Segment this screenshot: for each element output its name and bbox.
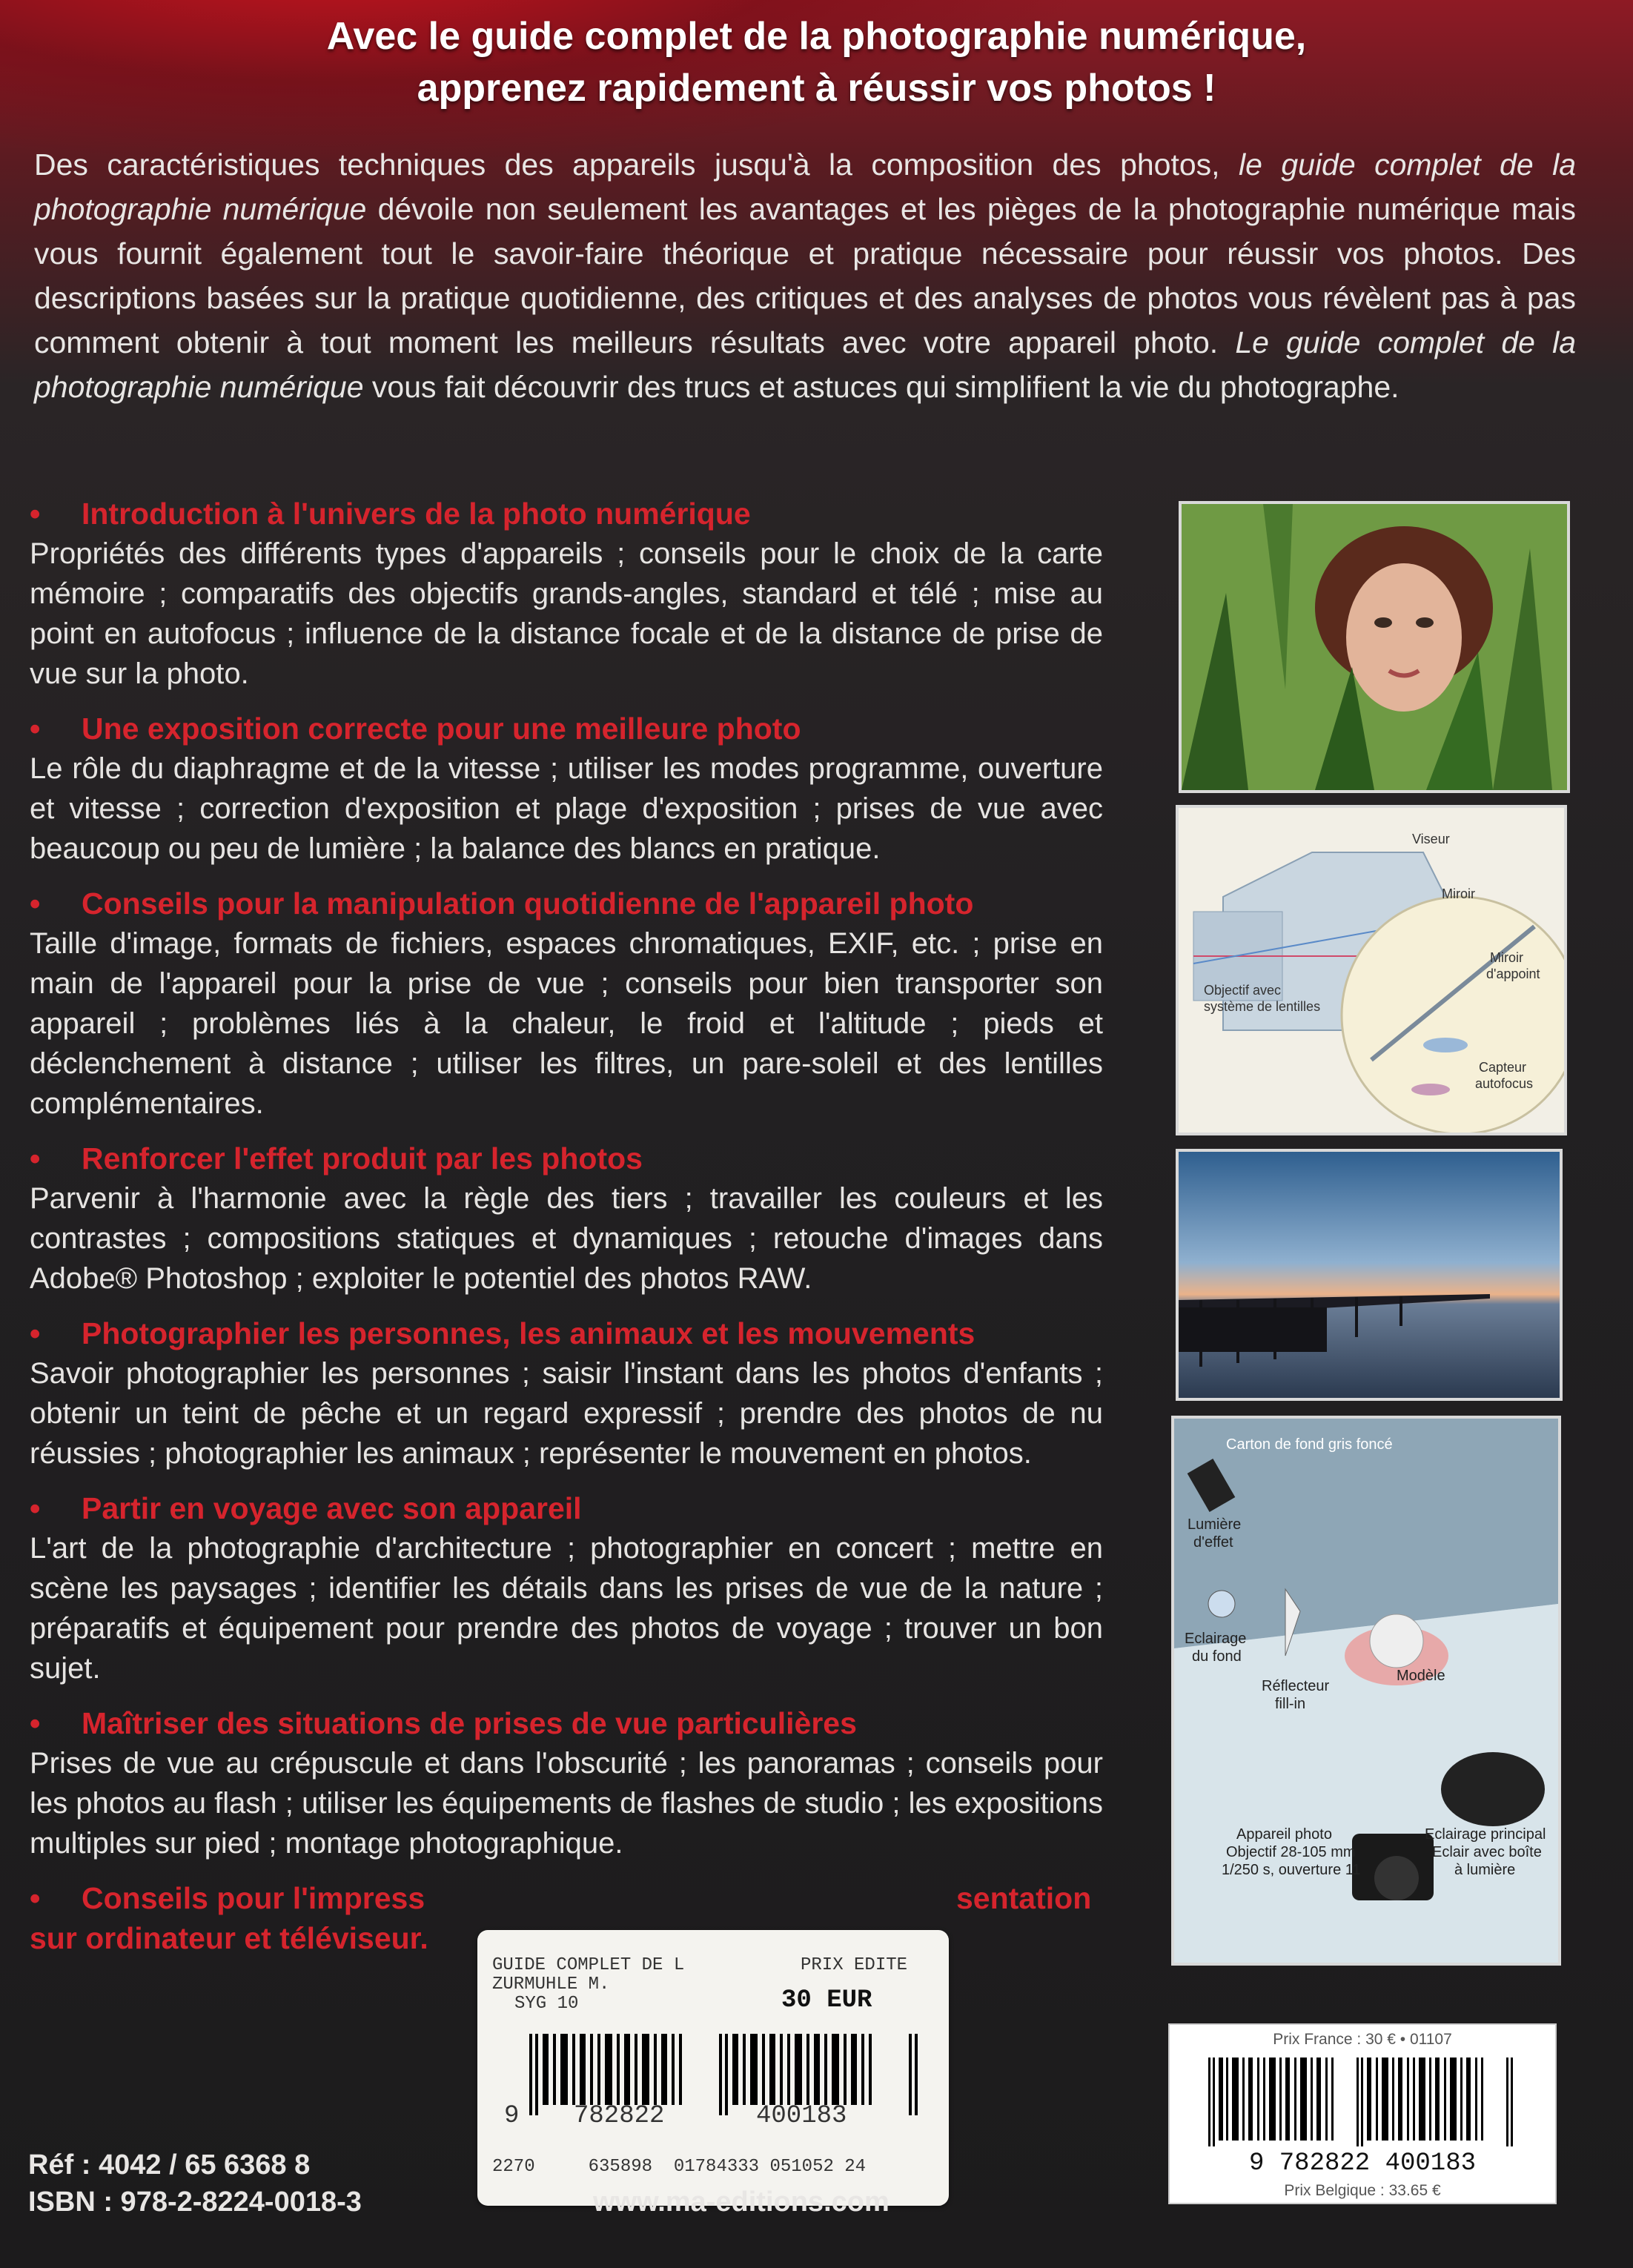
label-lumiere-1: Lumière bbox=[1188, 1516, 1242, 1533]
publisher-website: www.ma-editions.com bbox=[593, 2186, 890, 2218]
headline bbox=[0, 10, 1633, 114]
bullet-icon: • bbox=[30, 497, 41, 531]
section-personnes bbox=[30, 1313, 1103, 1473]
intro-text-3: vous fait découvrir des trucs et astuces qui simplifient la vie du photographe. bbox=[363, 370, 1400, 404]
label-appareil-3: 1/250 s, ouverture 11 bbox=[1222, 1862, 1361, 1878]
section-title: • Partir en voyage avec son appareil bbox=[30, 1488, 1103, 1528]
section-manipulation bbox=[30, 883, 1103, 1124]
portrait-photo bbox=[1179, 501, 1570, 793]
section-title: • Introduction à l'univers de la photo numérique bbox=[30, 494, 1103, 534]
label-miroir-appoint-2: d'appoint bbox=[1486, 966, 1540, 981]
label-objectif-1: Objectif avec bbox=[1204, 983, 1282, 998]
label-capteur-1: Capteur bbox=[1479, 1060, 1527, 1075]
bullet-icon: • bbox=[30, 1316, 41, 1350]
headline-line-1: Avec le guide complet de la photographie numérique, bbox=[326, 15, 1307, 58]
section-title: • Photographier les personnes, les animaux et les mouvements bbox=[30, 1313, 1103, 1353]
label-capteur-2: autofocus bbox=[1475, 1076, 1534, 1091]
section-body: Savoir photographier les personnes ; saisir l'instant dans les photos d'enfants ; obtenir un teint de pêche et un regard expressif ; prendre des photos de nu réussies ; photographier les animaux ; représenter le mouvement en photos. bbox=[30, 1357, 1103, 1470]
bullet-icon: • bbox=[30, 1881, 41, 1915]
intro-text-1: Des caractéristiques techniques des appareils jusqu'à la composition des photos, bbox=[34, 147, 1239, 182]
sticker-bottom-code: 2270 635898 01784333 051052 24 bbox=[492, 2157, 867, 2177]
label-eclairage-principal-2: Eclair avec boîte bbox=[1432, 1844, 1542, 1860]
label-reflecteur-1: Réflecteur bbox=[1262, 1678, 1330, 1694]
label-viseur: Viseur bbox=[1412, 832, 1450, 846]
intro-italic-1: le guide complet de la photographie numérique bbox=[34, 147, 1576, 226]
section-body: Propriétés des différents types d'appareils ; conseils pour le choix de la carte mémoire ; comparatifs des objectifs grands-angles, standard et télé ; mise au point en autofocus ; influence de la distance focale et de la distance de prise de vue sur la photo. bbox=[30, 537, 1103, 690]
prix-belgique: Prix Belgique : 33.65 € bbox=[1284, 2182, 1441, 2199]
section-title: • Conseils pour la manipulation quotidienne de l'appareil photo bbox=[30, 883, 1103, 924]
section-title: • Une exposition correcte pour une meilleure photo bbox=[30, 709, 1103, 749]
contents-sections bbox=[30, 494, 1103, 1958]
reference-number: Réf : 4042 / 65 6368 8 bbox=[28, 2149, 311, 2181]
section-title-end: sentation bbox=[956, 1881, 1092, 1915]
sticker-bar-prefix: 9 bbox=[504, 2102, 520, 2130]
section-body: Parvenir à l'harmonie avec la règle des tiers ; travailler les couleurs et les contrastes ; compositions statiques et dynamiques ; retouche d'images dans Adobe® Photoshop ; exploiter le potentiel des photos RAW. bbox=[30, 1182, 1103, 1295]
label-miroir-appoint-1: Miroir bbox=[1490, 950, 1523, 965]
sticker-bar-group-1: 782822 bbox=[574, 2102, 665, 2130]
intro-italic-2: Le guide complet de la photographie numérique bbox=[34, 325, 1577, 404]
section-body: Prises de vue au crépuscule et dans l'obscurité ; les panoramas ; conseils pour les photos au flash ; utiliser les équipements de flashes de studio ; les expositions multiples sur pied ; montage photographique. bbox=[30, 1747, 1103, 1860]
sticker-prix-label: PRIX EDITE bbox=[801, 1955, 908, 1975]
prix-france: Prix France : 30 € • 01107 bbox=[1273, 2031, 1452, 2048]
intro-paragraph bbox=[34, 142, 1576, 409]
bullet-icon: • bbox=[30, 712, 41, 746]
retail-price-sticker bbox=[477, 1930, 949, 2206]
section-title: • Maîtriser des situations de prises de vue particulières bbox=[30, 1703, 1103, 1743]
camera-diagram bbox=[1176, 805, 1567, 1135]
sticker-code: SYG 10 bbox=[514, 1994, 579, 2014]
bullet-icon: • bbox=[30, 1141, 41, 1176]
label-appareil-2: Objectif 28-105 mm bbox=[1226, 1844, 1356, 1860]
label-objectif-2: système de lentilles bbox=[1204, 999, 1321, 1014]
sticker-author: ZURMUHLE M. bbox=[492, 1974, 610, 1995]
section-effet bbox=[30, 1138, 1103, 1299]
sticker-title: GUIDE COMPLET DE L bbox=[492, 1955, 685, 1975]
label-eclairage-fond-2: du fond bbox=[1192, 1648, 1242, 1665]
bullet-icon: • bbox=[30, 1706, 41, 1740]
label-eclairage-principal-3: à lumière bbox=[1454, 1862, 1516, 1878]
bullet-icon: • bbox=[30, 886, 41, 921]
barcode-graphic bbox=[1208, 2058, 1520, 2146]
portrait-image bbox=[1182, 504, 1567, 790]
isbn-number: ISBN : 978-2-8224-0018-3 bbox=[28, 2186, 362, 2218]
section-title-line-2: sur ordinateur et téléviseur. bbox=[30, 1921, 428, 1955]
label-carton: Carton de fond gris foncé bbox=[1226, 1436, 1393, 1453]
section-body: L'art de la photographie d'architecture ; photographier en concert ; mettre en scène les paysages ; identifier les détails dans les prises de vue de la nature ; préparatifs et équipement pour prendre des photos de voyage ; trouver un bon sujet. bbox=[30, 1532, 1103, 1685]
intro-text-2: dévoile non seulement les avantages et les pièges de la photographie numérique mais vous fournit également tout le savoir-faire théorique et pratique nécessaire pour réussir vos photos. Des descriptions basées sur la pratique quotidienne, des critiques et des analyses de photos vous révèlent pas à pas comment obtenir à tout moment les meilleurs résultats avec votre appareil photo. bbox=[34, 192, 1576, 359]
label-modele: Modèle bbox=[1397, 1668, 1445, 1684]
section-title: • Renforcer l'effet produit par les photos bbox=[30, 1138, 1103, 1178]
studio-diagram-graphic bbox=[1174, 1419, 1558, 1963]
sticker-price: 30 EUR bbox=[781, 1986, 872, 2015]
label-miroir: Miroir bbox=[1442, 886, 1475, 901]
price-barcode-box bbox=[1168, 2023, 1557, 2204]
pier-sunset-image bbox=[1179, 1152, 1560, 1398]
label-lumiere-2: d'effet bbox=[1193, 1534, 1233, 1551]
label-eclairage-fond-1: Eclairage bbox=[1185, 1631, 1247, 1647]
pier-sunset-photo bbox=[1176, 1149, 1563, 1401]
bullet-icon: • bbox=[30, 1491, 41, 1525]
headline-line-2: apprenez rapidement à réussir vos photos ! bbox=[417, 67, 1216, 110]
section-introduction bbox=[30, 494, 1103, 694]
sticker-bar-group-2: 400183 bbox=[756, 2102, 847, 2130]
section-exposition bbox=[30, 709, 1103, 869]
studio-lighting-diagram bbox=[1171, 1416, 1561, 1966]
label-eclairage-principal-1: Eclairage principal bbox=[1425, 1826, 1546, 1843]
label-reflecteur-2: fill-in bbox=[1275, 1696, 1306, 1712]
barcode-digits: 9 782822 400183 bbox=[1248, 2149, 1477, 2178]
section-situations bbox=[30, 1703, 1103, 1863]
section-body: Le rôle du diaphragme et de la vitesse ; utiliser les modes programme, ouverture et vitesse ; correction d'exposition et plage d'exposition ; prises de vue avec beaucoup ou peu de lumière ; la balance des blancs en pratique. bbox=[30, 752, 1103, 865]
section-voyage bbox=[30, 1488, 1103, 1688]
section-body: Taille d'image, formats de fichiers, espaces chromatiques, EXIF, etc. ; prise en main de l'appareil pour la prise de vue ; conseils pour bien transporter son appareil ; problèmes liés à la chaleur, le froid et l'altitude ; pieds et déclenchement à distance ; utiliser les filtres, un pare-soleil et des lentilles complémentaires. bbox=[30, 927, 1103, 1120]
section-title: • Conseils pour l'impress sentation bbox=[30, 1878, 1103, 1918]
label-appareil-1: Appareil photo bbox=[1236, 1826, 1332, 1843]
